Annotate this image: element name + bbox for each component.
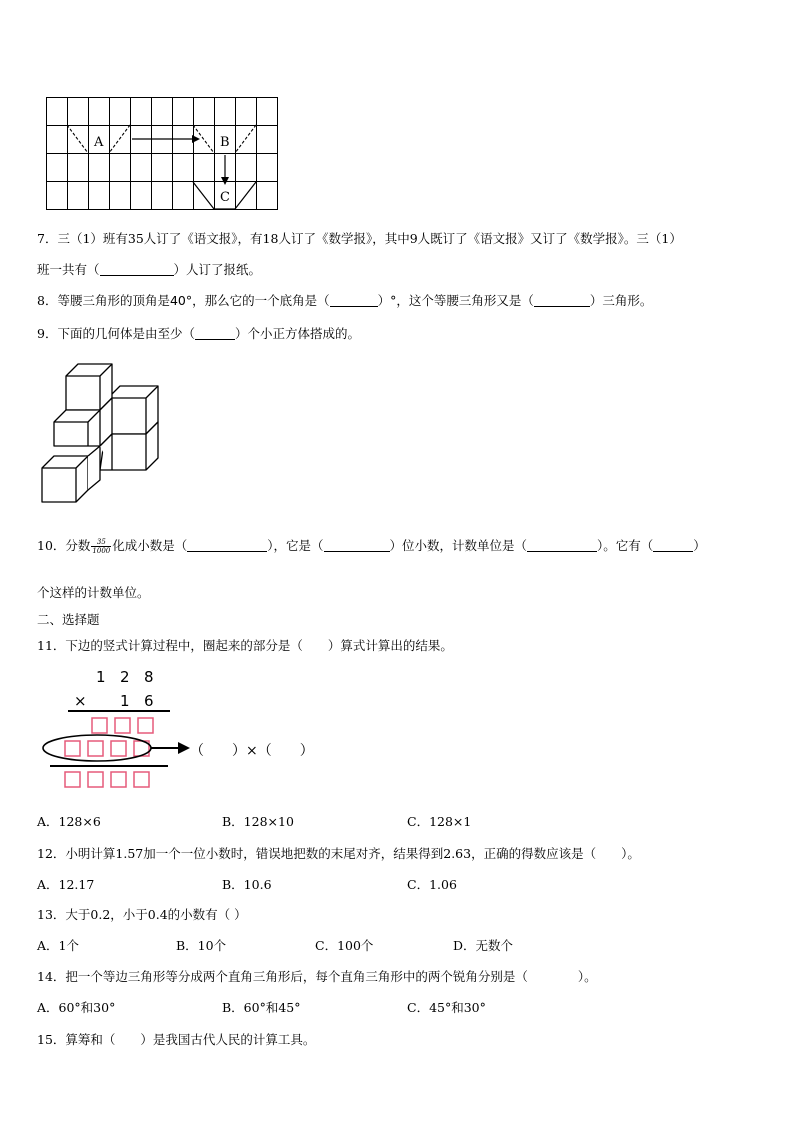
question-9: 9．下面的几何体是由至少（ ）个小正方体搭成的。 xyxy=(37,326,360,341)
shape-label-a: A xyxy=(94,135,104,150)
question-12: 12．小明计算1.57加一个一位小数时，错误地把数的末尾对齐，结果得到2.63，正确的得数应该是（ ）。 xyxy=(37,846,640,861)
option-c[interactable]: C．45°和30° xyxy=(407,1000,486,1015)
answer-blank[interactable] xyxy=(324,539,390,553)
grid-translation-figure xyxy=(46,97,280,212)
option-b[interactable]: B．10.6 xyxy=(222,877,272,892)
option-a[interactable]: A．12.17 xyxy=(37,877,95,892)
shape-label-c: C xyxy=(220,190,230,205)
option-c[interactable]: C．100个 xyxy=(315,938,374,953)
multiplication-expression-blank: （ ）×（ ） xyxy=(190,743,314,759)
question-7-line-1: 7．三（1）班有35人订了《语文报》，有18人订了《数学报》，其中9人既订了《语文报》又订了《数学报》。三（1） xyxy=(37,231,682,246)
answer-blank[interactable] xyxy=(653,539,693,553)
option-d[interactable]: D．无数个 xyxy=(453,938,514,953)
question-13: 13．大于0.2，小于0.4的小数有（ ） xyxy=(37,907,247,922)
question-8: 8．等腰三角形的顶角是40°，那么它的一个底角是（ ）°，这个等腰三角形又是（ ）三角形。 xyxy=(37,293,653,308)
answer-blank[interactable] xyxy=(187,539,267,553)
option-b[interactable]: B．128×10 xyxy=(222,814,294,829)
answer-blank[interactable] xyxy=(100,263,174,277)
fraction-35-1000: $\frac{35}{1000}$ xyxy=(92,538,111,555)
question-10-line-1: 10．分数 $\frac{35}{1000}$ 化成小数是（ ），它是（ ）位小数，计数单位是（ ）。它有（ ） xyxy=(37,538,706,555)
shape-label-b: B xyxy=(220,135,230,150)
question-10-line-2: 个这样的计数单位。 xyxy=(37,585,150,600)
section-title-choice: 二、选择题 xyxy=(37,612,100,627)
option-a[interactable]: A．60°和30° xyxy=(37,1000,116,1015)
option-c[interactable]: C．1.06 xyxy=(407,877,457,892)
question-14: 14．把一个等边三角形等分成两个直角三角形后，每个直角三角形中的两个锐角分别是（ ）。 xyxy=(37,969,597,984)
option-a[interactable]: A．1个 xyxy=(37,938,79,953)
question-7-line-2: 班一共有（ ）人订了报纸。 xyxy=(37,262,262,277)
option-b[interactable]: B．60°和45° xyxy=(222,1000,301,1015)
answer-blank[interactable] xyxy=(527,539,597,553)
answer-blank[interactable] xyxy=(330,294,378,308)
answer-blank[interactable] xyxy=(534,294,590,308)
cube-stack-figure xyxy=(40,362,162,504)
question-15: 15．算筹和（ ）是我国古代人民的计算工具。 xyxy=(37,1032,316,1047)
option-c[interactable]: C．128×1 xyxy=(407,814,472,829)
option-b[interactable]: B．10个 xyxy=(176,938,227,953)
question-11: 11．下边的竖式计算过程中，圈起来的部分是（ ）算式计算出的结果。 xyxy=(37,638,453,653)
option-a[interactable]: A．128×6 xyxy=(37,814,101,829)
answer-blank[interactable] xyxy=(195,327,235,341)
